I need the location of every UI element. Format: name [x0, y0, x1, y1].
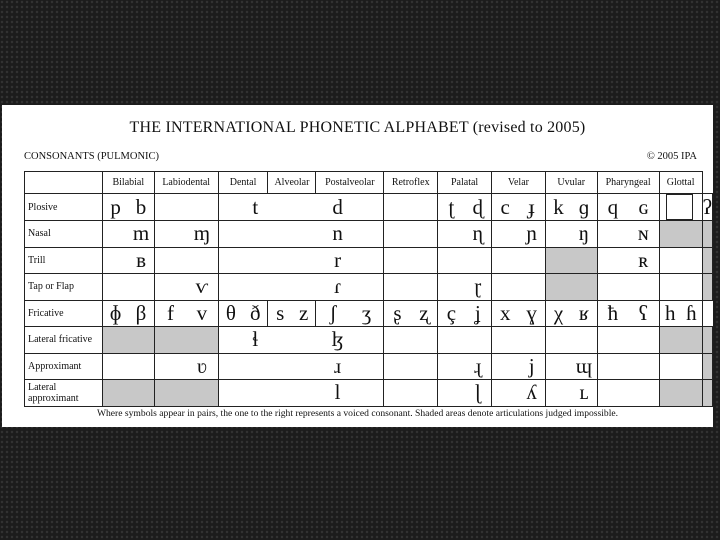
- voiceless-symbol: ɸ: [102, 300, 128, 327]
- voiceless-symbol: [102, 247, 128, 274]
- voiced-symbol: [681, 247, 702, 274]
- inner-box: [666, 194, 693, 220]
- manner-label: Trill: [25, 247, 103, 274]
- symbol-cell-empty: [659, 194, 702, 221]
- voiceless-symbol: [154, 194, 186, 221]
- impossible-cell: [702, 274, 712, 301]
- voiced-symbol: [411, 353, 438, 380]
- voiceless-symbol: f: [154, 300, 186, 327]
- voiceless-symbol: [154, 247, 186, 274]
- voiceless-symbol: [154, 221, 186, 248]
- voiceless-symbol: [102, 353, 128, 380]
- ipa-chart-slide: [2, 105, 713, 427]
- voiced-symbol: [411, 274, 438, 301]
- voiceless-symbol: [384, 380, 411, 407]
- voiceless-symbol: [102, 221, 128, 248]
- section-subtitle: CONSONANTS (PULMONIC): [24, 151, 160, 162]
- voiceless-symbol: [218, 353, 292, 380]
- voiceless-symbol: ç: [438, 300, 465, 327]
- manner-label: Plosive: [25, 194, 103, 221]
- voiced-symbol: ʟ: [571, 380, 597, 407]
- voiceless-symbol: ħ: [597, 300, 628, 327]
- column-header: Labiodental: [154, 172, 218, 194]
- voiceless-symbol: q: [597, 194, 628, 221]
- voiceless-symbol: θ: [218, 300, 243, 327]
- voiceless-symbol: [102, 274, 128, 301]
- voiceless-symbol: ʈ: [438, 194, 465, 221]
- voiced-symbol: ʋ: [186, 353, 218, 380]
- voiced-symbol: ʐ: [411, 300, 438, 327]
- voiced-symbol: r: [292, 247, 384, 274]
- voiced-symbol: l: [292, 380, 384, 407]
- voiced-symbol: ɣ: [518, 300, 545, 327]
- impossible-cell: [702, 247, 712, 274]
- voiced-symbol: ɟ: [518, 194, 545, 221]
- voiceless-symbol: [218, 274, 292, 301]
- voiced-symbol: [518, 327, 545, 354]
- voiced-symbol: [518, 247, 545, 274]
- voiceless-symbol: [492, 327, 519, 354]
- voiced-symbol: z: [292, 300, 316, 327]
- chart-title: THE INTERNATIONAL PHONETIC ALPHABET (revised to 2005): [129, 119, 586, 136]
- manner-label: Lateral fricative: [25, 327, 103, 354]
- voiced-symbol: ɴ: [628, 221, 659, 248]
- voiceless-symbol: [438, 221, 465, 248]
- voiceless-symbol: c: [492, 194, 519, 221]
- copyright-notice: © 2005 IPA: [646, 151, 697, 162]
- voiced-symbol: [411, 380, 438, 407]
- voiceless-symbol: [218, 221, 292, 248]
- manner-row: [25, 380, 713, 407]
- consonant-table: [24, 171, 713, 407]
- voiced-symbol: ɡ: [571, 194, 597, 221]
- voiceless-symbol: [659, 247, 681, 274]
- manner-row: [25, 194, 713, 221]
- column-header: Dental: [218, 172, 268, 194]
- voiced-symbol: ⱱ: [186, 274, 218, 301]
- column-header: Uvular: [545, 172, 597, 194]
- voiced-symbol: ɾ: [292, 274, 384, 301]
- voiceless-symbol: [492, 353, 519, 380]
- voiced-symbol: [628, 380, 659, 407]
- corner-cell: [25, 172, 103, 194]
- voiced-symbol: ŋ: [571, 221, 597, 248]
- voiced-symbol: ɮ: [292, 327, 384, 354]
- voiced-symbol: ʝ: [465, 300, 492, 327]
- voiced-symbol: [465, 247, 492, 274]
- voiced-symbol: ɢ: [628, 194, 659, 221]
- manner-row: [25, 327, 713, 354]
- voiced-symbol: [411, 221, 438, 248]
- voiceless-symbol: x: [492, 300, 519, 327]
- manner-label: Fricative: [25, 300, 103, 327]
- voiceless-symbol: [384, 247, 411, 274]
- voiceless-symbol: [659, 353, 681, 380]
- manner-label: Nasal: [25, 221, 103, 248]
- voiceless-symbol: [492, 221, 519, 248]
- voiceless-symbol: χ: [545, 300, 571, 327]
- manner-label: Tap or Flap: [25, 274, 103, 301]
- voiced-symbol: [411, 327, 438, 354]
- impossible-cell: [102, 327, 154, 354]
- voiceless-symbol: [597, 353, 628, 380]
- column-header: Glottal: [659, 172, 702, 194]
- voiced-symbol: d: [292, 194, 384, 221]
- manner-label: Lateral approximant: [25, 380, 103, 407]
- voiced-symbol: ʁ: [571, 300, 597, 327]
- manner-label: Approximant: [25, 353, 103, 380]
- voiceless-symbol: [384, 327, 411, 354]
- voiceless-symbol: [492, 247, 519, 274]
- voiced-symbol: ʙ: [128, 247, 154, 274]
- voiceless-symbol: [384, 221, 411, 248]
- chart-footnote: Where symbols appear in pairs, the one to the right represents a voiced consonant. Shaded areas denote articulations judged impossible.: [96, 408, 619, 419]
- voiced-symbol: ɳ: [465, 221, 492, 248]
- voiced-symbol: [465, 327, 492, 354]
- voiced-symbol: ɻ: [465, 353, 492, 380]
- voiceless-symbol: ʃ: [316, 300, 350, 327]
- impossible-cell: [545, 247, 597, 274]
- manner-row: [25, 221, 713, 248]
- voiced-symbol: [681, 353, 702, 380]
- voiceless-symbol: [545, 380, 571, 407]
- voiceless-symbol: [384, 353, 411, 380]
- voiceless-symbol: t: [218, 194, 292, 221]
- voiceless-symbol: [492, 274, 519, 301]
- impossible-cell: [659, 380, 702, 407]
- voiceless-symbol: [438, 353, 465, 380]
- voiceless-symbol: [438, 247, 465, 274]
- voiceless-symbol: [597, 380, 628, 407]
- voiced-symbol: m: [128, 221, 154, 248]
- impossible-cell: [154, 380, 218, 407]
- voiced-symbol: β: [128, 300, 154, 327]
- voiceless-symbol: [438, 327, 465, 354]
- voiced-symbol: [518, 274, 545, 301]
- voiceless-symbol: k: [545, 194, 571, 221]
- voiceless-symbol: h: [659, 300, 681, 327]
- voiceless-symbol: [438, 274, 465, 301]
- voiceless-symbol: [154, 353, 186, 380]
- column-header: Postalveolar: [316, 172, 384, 194]
- voiced-symbol: [411, 247, 438, 274]
- impossible-cell: [712, 194, 713, 221]
- manner-row: [25, 300, 713, 327]
- voiced-symbol: ʀ: [628, 247, 659, 274]
- voiced-symbol: ɱ: [186, 221, 218, 248]
- voiced-symbol: ɲ: [518, 221, 545, 248]
- voiced-symbol: ɰ: [571, 353, 597, 380]
- column-header: Bilabial: [102, 172, 154, 194]
- voiced-symbol: ʕ: [628, 300, 659, 327]
- column-header: Velar: [492, 172, 546, 194]
- column-header: Retroflex: [384, 172, 438, 194]
- manner-row: [25, 353, 713, 380]
- impossible-cell: [659, 327, 702, 354]
- voiceless-symbol: [492, 380, 519, 407]
- voiceless-symbol: [597, 247, 628, 274]
- impossible-cell: [154, 327, 218, 354]
- voiced-symbol: b: [128, 194, 154, 221]
- voiced-symbol: v: [186, 300, 218, 327]
- voiceless-symbol: [384, 194, 411, 221]
- voiceless-symbol: [545, 353, 571, 380]
- voiceless-symbol: [218, 380, 292, 407]
- voiced-symbol: ð: [243, 300, 268, 327]
- voiceless-symbol: s: [268, 300, 292, 327]
- voiceless-symbol: [438, 380, 465, 407]
- voiced-symbol: [628, 327, 659, 354]
- voiceless-symbol: [597, 221, 628, 248]
- impossible-cell: [702, 221, 712, 248]
- voiceless-symbol: [597, 327, 628, 354]
- voiced-symbol: ɽ: [465, 274, 492, 301]
- voiced-symbol: [628, 353, 659, 380]
- voiceless-symbol: [218, 247, 292, 274]
- impossible-cell: [659, 221, 702, 248]
- voiced-symbol: [628, 274, 659, 301]
- voiceless-symbol: ɬ: [218, 327, 292, 354]
- column-header: Pharyngeal: [597, 172, 659, 194]
- column-header: Palatal: [438, 172, 492, 194]
- voiceless-symbol: [545, 221, 571, 248]
- voiced-symbol: ʒ: [350, 300, 384, 327]
- impossible-cell: [545, 274, 597, 301]
- voiceless-symbol: ʔ: [702, 194, 712, 219]
- voiced-symbol: [186, 194, 218, 221]
- voiced-symbol: [128, 274, 154, 301]
- voiceless-symbol: p: [102, 194, 128, 221]
- column-header-row: [25, 172, 713, 194]
- impossible-cell: [702, 380, 712, 407]
- voiceless-symbol: [384, 274, 411, 301]
- voiced-symbol: ɦ: [681, 300, 702, 327]
- voiced-symbol: j: [518, 353, 545, 380]
- voiceless-symbol: ʂ: [384, 300, 411, 327]
- column-header: Alveolar: [268, 172, 316, 194]
- impossible-cell: [702, 327, 712, 354]
- voiced-symbol: n: [292, 221, 384, 248]
- voiceless-symbol: [154, 274, 186, 301]
- voiced-symbol: [411, 194, 438, 221]
- voiced-symbol: ɹ: [292, 353, 384, 380]
- voiced-symbol: [186, 247, 218, 274]
- voiced-symbol: [681, 274, 702, 301]
- manner-row: [25, 274, 713, 301]
- manner-row: [25, 247, 713, 274]
- voiced-symbol: ɭ: [465, 380, 492, 407]
- voiced-symbol: [128, 353, 154, 380]
- voiced-symbol: ɖ: [465, 194, 492, 221]
- voiceless-symbol: [545, 327, 571, 354]
- impossible-cell: [102, 380, 154, 407]
- voiced-symbol: ʎ: [518, 380, 545, 407]
- voiced-symbol: [571, 327, 597, 354]
- voiceless-symbol: [659, 274, 681, 301]
- voiceless-symbol: [597, 274, 628, 301]
- impossible-cell: [702, 353, 712, 380]
